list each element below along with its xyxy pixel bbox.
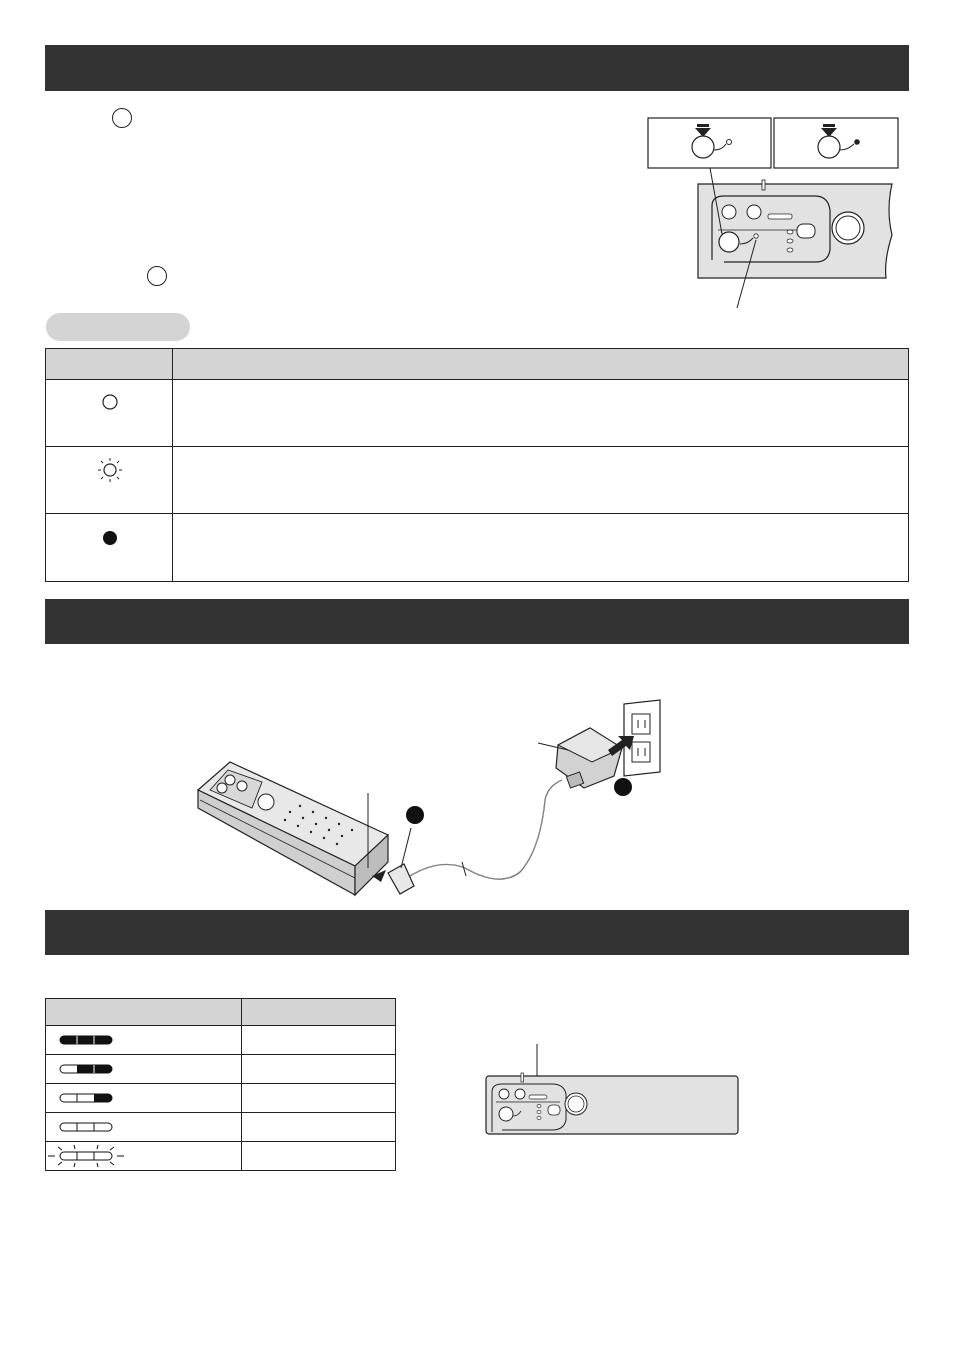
table-header-row: [46, 999, 396, 1026]
step-2-marker: [614, 778, 632, 796]
description-cell: [173, 380, 909, 447]
charging-illustration: [190, 690, 690, 905]
lamp-cell: [46, 380, 173, 447]
lamp-on-icon: [103, 531, 117, 545]
inline-circle-icon: [112, 108, 132, 128]
table-header-row: [46, 349, 909, 380]
table-row: [46, 1113, 396, 1142]
remote-control-drawing: [198, 762, 388, 895]
battery-cell: [46, 1026, 242, 1055]
lamp-cell: [46, 447, 173, 514]
note-label-pill: [46, 313, 190, 341]
ac-adapter-drawing: [556, 728, 622, 788]
dc-plug-drawing: [388, 864, 414, 894]
leader-line: [401, 828, 411, 868]
battery-full-icon: [60, 1036, 112, 1044]
battery-cell: [46, 1142, 242, 1171]
battery-level-table: [45, 998, 396, 1171]
column-header: [46, 999, 242, 1026]
control-panel-illustration: [640, 110, 910, 310]
battery-one-third-icon: [60, 1094, 112, 1102]
table-row: [46, 380, 909, 447]
battery-empty-blinking-icon: [48, 1145, 124, 1167]
column-header: [173, 349, 909, 380]
battery-status-cell: [242, 1113, 396, 1142]
battery-two-thirds-icon: [60, 1065, 112, 1073]
battery-empty-icon: [60, 1123, 112, 1131]
power-cord: [410, 780, 562, 879]
button-state-off-box: [648, 118, 771, 168]
remote-panel-drawing: [698, 180, 892, 278]
lamp-status-table: [45, 348, 909, 582]
lamp-off-icon: [103, 395, 117, 409]
battery-indicator-panel-illustration: [480, 1040, 745, 1140]
battery-cell: [46, 1113, 242, 1142]
section-header-bar-2: [45, 599, 909, 644]
column-header: [242, 999, 396, 1026]
battery-status-cell: [242, 1055, 396, 1084]
lamp-blinking-icon: [98, 458, 122, 482]
battery-status-cell: [242, 1084, 396, 1113]
battery-status-cell: [242, 1026, 396, 1055]
table-row: [46, 514, 909, 582]
button-state-on-box: [774, 118, 898, 168]
table-row: [46, 1055, 396, 1084]
column-header: [46, 349, 173, 380]
description-cell: [173, 447, 909, 514]
section-header-bar-1: [45, 45, 909, 91]
section-header-bar-3: [45, 910, 909, 955]
step-1-marker: [406, 806, 424, 824]
table-row: [46, 1084, 396, 1113]
battery-cell: [46, 1055, 242, 1084]
table-row: [46, 1026, 396, 1055]
table-row: [46, 447, 909, 514]
battery-status-cell: [242, 1142, 396, 1171]
table-row: [46, 1142, 396, 1171]
battery-cell: [46, 1084, 242, 1113]
inline-circle-icon: [147, 266, 167, 286]
lamp-cell: [46, 514, 173, 582]
description-cell: [173, 514, 909, 582]
